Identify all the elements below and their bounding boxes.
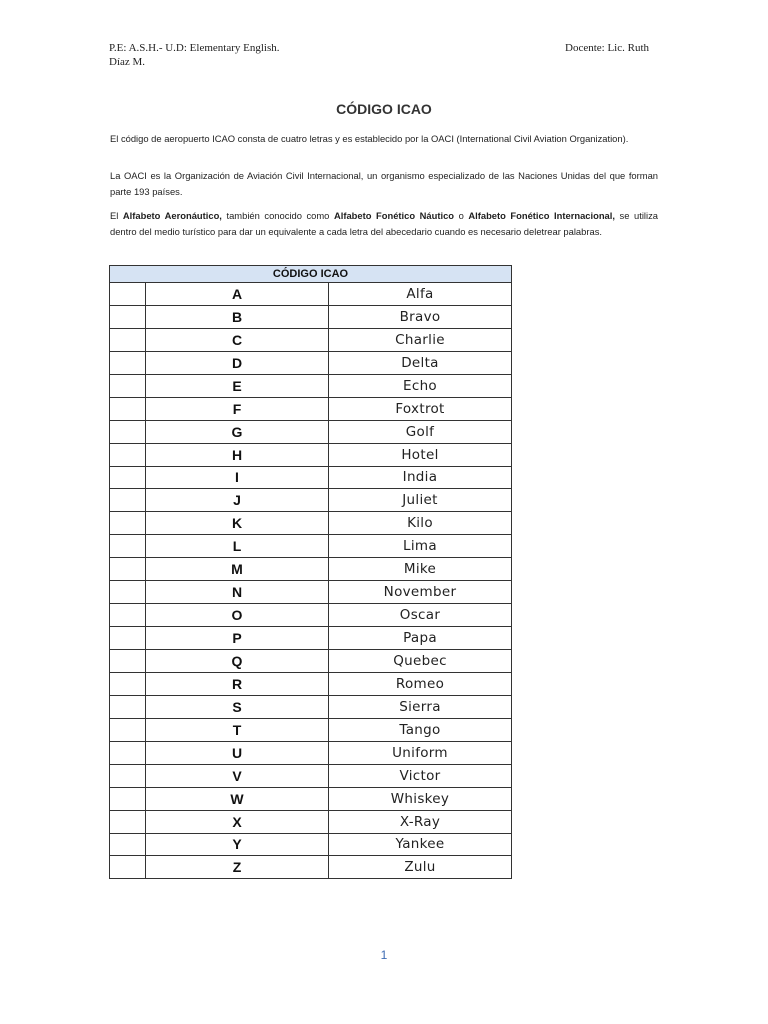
letter-cell: Z bbox=[146, 856, 329, 879]
p3-text-1: El bbox=[110, 210, 123, 221]
code-word-cell: Uniform bbox=[329, 741, 512, 764]
code-word-cell: India bbox=[329, 466, 512, 489]
code-word-cell: Bravo bbox=[329, 305, 512, 328]
table-row bbox=[110, 650, 512, 673]
p3-text-2: también conocido como bbox=[221, 210, 334, 221]
letter-cell: V bbox=[146, 764, 329, 787]
row-blank-cell bbox=[110, 672, 146, 695]
code-word-cell: Juliet bbox=[329, 489, 512, 512]
code-word-cell: Lima bbox=[329, 535, 512, 558]
paragraph-icao-definition: El código de aeropuerto ICAO consta de cuatro letras y es establecido por la OACI (International Civil Aviation Organization). bbox=[110, 133, 629, 144]
paragraph-oaci-definition: La OACI es la Organización de Aviación Civil Internacional, un organismo especializado de las Naciones Unidas del que forman parte 193 países. bbox=[110, 170, 658, 197]
letter-cell: X bbox=[146, 810, 329, 833]
code-word-cell: Alfa bbox=[329, 283, 512, 306]
table-row bbox=[110, 443, 512, 466]
row-blank-cell bbox=[110, 535, 146, 558]
letter-cell: O bbox=[146, 604, 329, 627]
code-word-cell: X-Ray bbox=[329, 810, 512, 833]
code-word-cell: Whiskey bbox=[329, 787, 512, 810]
paragraph-alphabet-definition bbox=[110, 208, 658, 239]
page-number: 1 bbox=[380, 948, 388, 962]
table-row bbox=[110, 810, 512, 833]
row-blank-cell bbox=[110, 718, 146, 741]
letter-cell: Y bbox=[146, 833, 329, 856]
row-blank-cell bbox=[110, 305, 146, 328]
code-word-cell: Zulu bbox=[329, 856, 512, 879]
table-row bbox=[110, 627, 512, 650]
code-word-cell: Charlie bbox=[329, 328, 512, 351]
code-word-cell: Echo bbox=[329, 374, 512, 397]
icao-table bbox=[109, 265, 512, 879]
table-row bbox=[110, 604, 512, 627]
table-row bbox=[110, 695, 512, 718]
row-blank-cell bbox=[110, 604, 146, 627]
row-blank-cell bbox=[110, 420, 146, 443]
table-header-row bbox=[110, 266, 512, 283]
table-row bbox=[110, 558, 512, 581]
code-word-cell: Victor bbox=[329, 764, 512, 787]
table-row bbox=[110, 672, 512, 695]
row-blank-cell bbox=[110, 810, 146, 833]
letter-cell: B bbox=[146, 305, 329, 328]
letter-cell: M bbox=[146, 558, 329, 581]
code-word-cell: Kilo bbox=[329, 512, 512, 535]
letter-cell: G bbox=[146, 420, 329, 443]
row-blank-cell bbox=[110, 787, 146, 810]
letter-cell: D bbox=[146, 351, 329, 374]
code-word-cell: Yankee bbox=[329, 833, 512, 856]
code-word-cell: Golf bbox=[329, 420, 512, 443]
letter-cell: C bbox=[146, 328, 329, 351]
header-course: P.E: A.S.H.- U.D: Elementary English. bbox=[109, 42, 280, 54]
table-row bbox=[110, 833, 512, 856]
letter-cell: I bbox=[146, 466, 329, 489]
table-row bbox=[110, 787, 512, 810]
row-blank-cell bbox=[110, 443, 146, 466]
table-row bbox=[110, 397, 512, 420]
p3-bold-2: Alfabeto Fonético Náutico bbox=[333, 210, 455, 221]
code-word-cell: Foxtrot bbox=[329, 397, 512, 420]
row-blank-cell bbox=[110, 351, 146, 374]
header-teacher: Docente: Lic. Ruth bbox=[565, 42, 650, 54]
code-word-cell: Papa bbox=[329, 627, 512, 650]
letter-cell: L bbox=[146, 535, 329, 558]
table-row bbox=[110, 489, 512, 512]
letter-cell: F bbox=[146, 397, 329, 420]
table-row bbox=[110, 351, 512, 374]
row-blank-cell bbox=[110, 374, 146, 397]
letter-cell: P bbox=[146, 627, 329, 650]
row-blank-cell bbox=[110, 627, 146, 650]
p3-bold-3: Alfabeto Fonético Internacional, bbox=[468, 210, 615, 221]
row-blank-cell bbox=[110, 558, 146, 581]
letter-cell: R bbox=[146, 672, 329, 695]
code-word-cell: Quebec bbox=[329, 650, 512, 673]
table-body bbox=[110, 283, 512, 879]
table-row bbox=[110, 305, 512, 328]
letter-cell: A bbox=[146, 283, 329, 306]
row-blank-cell bbox=[110, 833, 146, 856]
letter-cell: U bbox=[146, 741, 329, 764]
table-row bbox=[110, 420, 512, 443]
row-blank-cell bbox=[110, 856, 146, 879]
row-blank-cell bbox=[110, 397, 146, 420]
row-blank-cell bbox=[110, 741, 146, 764]
code-word-cell: Sierra bbox=[329, 695, 512, 718]
row-blank-cell bbox=[110, 764, 146, 787]
table-row bbox=[110, 581, 512, 604]
table-row bbox=[110, 764, 512, 787]
code-word-cell: Oscar bbox=[329, 604, 512, 627]
table-row bbox=[110, 374, 512, 397]
letter-cell: J bbox=[146, 489, 329, 512]
row-blank-cell bbox=[110, 466, 146, 489]
table-header: CÓDIGO ICAO bbox=[110, 266, 512, 283]
letter-cell: Q bbox=[146, 650, 329, 673]
p3-text-3: o bbox=[454, 210, 469, 221]
p3-bold-1: Alfabeto Aeronáutico, bbox=[122, 210, 222, 221]
document-title: CÓDIGO ICAO bbox=[336, 101, 432, 117]
table-row bbox=[110, 466, 512, 489]
table-row bbox=[110, 328, 512, 351]
letter-cell: K bbox=[146, 512, 329, 535]
row-blank-cell bbox=[110, 650, 146, 673]
letter-cell: W bbox=[146, 787, 329, 810]
code-word-cell: Delta bbox=[329, 351, 512, 374]
letter-cell: S bbox=[146, 695, 329, 718]
table-row bbox=[110, 856, 512, 879]
code-word-cell: Mike bbox=[329, 558, 512, 581]
row-blank-cell bbox=[110, 581, 146, 604]
table-row bbox=[110, 741, 512, 764]
row-blank-cell bbox=[110, 283, 146, 306]
letter-cell: T bbox=[146, 718, 329, 741]
letter-cell: H bbox=[146, 443, 329, 466]
table-row bbox=[110, 718, 512, 741]
code-word-cell: Hotel bbox=[329, 443, 512, 466]
row-blank-cell bbox=[110, 512, 146, 535]
code-word-cell: Tango bbox=[329, 718, 512, 741]
code-word-cell: Romeo bbox=[329, 672, 512, 695]
p3-text-4: se utiliza dentro del medio turístico para dar un equivalente a cada letra del abecedario cuando es necesario deletrear palabras. bbox=[110, 210, 658, 237]
code-word-cell: November bbox=[329, 581, 512, 604]
row-blank-cell bbox=[110, 695, 146, 718]
row-blank-cell bbox=[110, 328, 146, 351]
row-blank-cell bbox=[110, 489, 146, 512]
letter-cell: E bbox=[146, 374, 329, 397]
table-row bbox=[110, 535, 512, 558]
table-row bbox=[110, 512, 512, 535]
letter-cell: N bbox=[146, 581, 329, 604]
table-row bbox=[110, 283, 512, 306]
header-teacher-name-continued: Díaz M. bbox=[109, 56, 146, 68]
